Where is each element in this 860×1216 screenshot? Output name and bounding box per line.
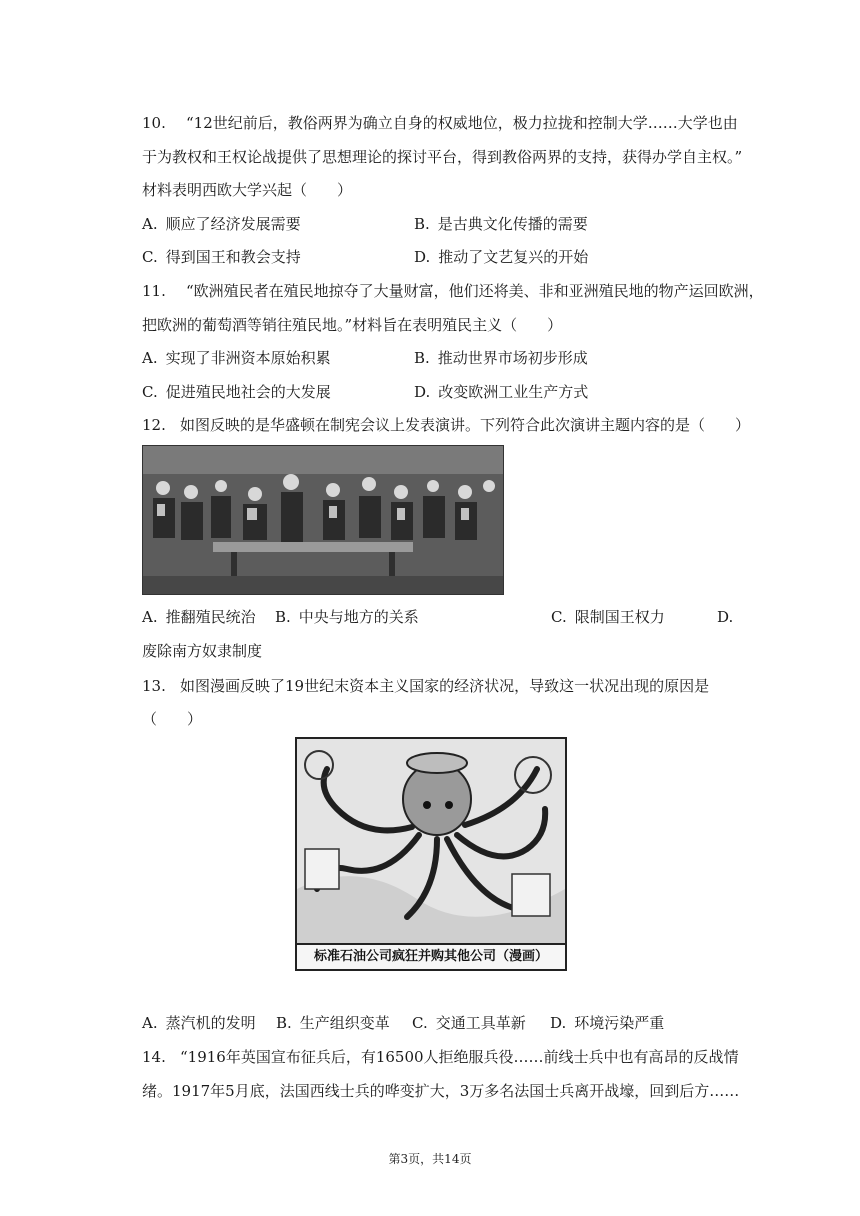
option-text: 改变欧洲工业生产方式	[438, 383, 589, 401]
option-letter: A.	[142, 215, 158, 233]
option-letter: B.	[276, 1014, 292, 1032]
option-letter: D.	[414, 248, 431, 266]
q10-line1: “12世纪前后，教俗两界为确立自身的权威地位，极力拉拢和控制大学……大学也由	[186, 114, 738, 132]
q10-option-d	[414, 247, 588, 267]
q13-line2: （ ）	[142, 710, 203, 728]
option-letter: C.	[142, 248, 158, 266]
q14-line1: “1916年英国宣布征兵后，有16500人拒绝服兵役……前线士兵中也有高昂的反战情	[180, 1048, 739, 1066]
q10-option-b	[414, 214, 588, 234]
option-letter: B.	[275, 608, 291, 626]
q13-number: 13.	[142, 677, 166, 695]
option-letter: C.	[142, 383, 158, 401]
q14-line2: 绪。1917年5月底，法国西线士兵的哗变扩大，3万多名法国士兵离开战壕，回到后方……	[142, 1082, 740, 1100]
octopus-cartoon-illustration	[297, 739, 565, 945]
option-letter: D.	[414, 383, 431, 401]
q11-option-c	[142, 382, 331, 402]
option-text: 得到国王和教会支持	[165, 248, 301, 266]
standard-oil-cartoon	[295, 737, 567, 971]
option-letter: B.	[414, 349, 430, 367]
option-text: 环境污染严重	[574, 1014, 665, 1032]
q10-option-a	[142, 214, 301, 234]
option-text: 促进殖民地社会的大发展	[165, 383, 331, 401]
q13-line1: 如图漫画反映了19世纪末资本主义国家的经济状况，导致这一状况出现的原因是	[180, 677, 710, 695]
option-text: 中央与地方的关系	[298, 608, 419, 626]
option-letter: A.	[142, 608, 158, 626]
option-letter: A.	[142, 349, 158, 367]
q10-line3: 材料表明西欧大学兴起（ ）	[142, 181, 353, 199]
q10-option-c	[142, 247, 301, 267]
option-text: 推翻殖民统治	[165, 608, 256, 626]
option-letter: D.	[550, 1014, 567, 1032]
washington-convention-photo	[142, 445, 504, 595]
cartoon-caption: 标准石油公司疯狂并购其他公司（漫画）	[297, 943, 565, 969]
q14-number: 14.	[142, 1048, 166, 1066]
option-text: 推动世界市场初步形成	[437, 349, 588, 367]
option-letter: A.	[142, 1014, 158, 1032]
q11-line2: 把欧洲的葡萄酒等销往殖民地。”材料旨在表明殖民主义（ ）	[142, 316, 563, 334]
option-letter: C.	[412, 1014, 428, 1032]
option-letter: B.	[414, 215, 430, 233]
q12-line1: 如图反映的是华盛顿在制宪会议上发表演讲。下列符合此次演讲主题内容的是（ ）	[180, 416, 751, 434]
option-text: 交通工具革新	[435, 1014, 526, 1032]
q12-option-d	[717, 607, 741, 627]
q12-option-c	[551, 607, 665, 627]
option-text: 推动了文艺复兴的开始	[438, 248, 589, 266]
q10-number: 10.	[142, 114, 166, 132]
convention-scene-illustration	[143, 446, 503, 594]
q12-number: 12.	[142, 416, 166, 434]
q11-option-b	[414, 348, 588, 368]
q11-option-d	[414, 382, 588, 402]
option-letter: C.	[551, 608, 567, 626]
q13-option-b	[276, 1013, 390, 1033]
option-text: 蒸汽机的发明	[165, 1014, 256, 1032]
option-text: 是古典文化传播的需要	[437, 215, 588, 233]
q13-option-c	[412, 1013, 526, 1033]
q11-option-a	[142, 348, 331, 368]
option-text: 限制国王权力	[574, 608, 665, 626]
q12-option-a	[142, 607, 256, 627]
q11-number: 11.	[142, 282, 166, 300]
q12-option-d-text: 废除南方奴隶制度	[142, 642, 263, 660]
option-text: 顺应了经济发展需要	[165, 215, 301, 233]
q13-option-a	[142, 1013, 256, 1033]
option-text: 实现了非洲资本原始积累	[165, 349, 331, 367]
q13-option-d	[550, 1013, 664, 1033]
q12-option-b	[275, 607, 419, 627]
option-letter: D.	[717, 608, 734, 626]
page-footer: 第3页，共14页	[388, 1152, 472, 1166]
option-text: 生产组织变革	[299, 1014, 390, 1032]
q11-line1: “欧洲殖民者在殖民地掠夺了大量财富，他们还将美、非和亚洲殖民地的物产运回欧洲，	[186, 282, 764, 300]
q10-line2: 于为教权和王权论战提供了思想理论的探讨平台，得到教俗两界的支持，获得办学自主权。”	[142, 148, 743, 166]
